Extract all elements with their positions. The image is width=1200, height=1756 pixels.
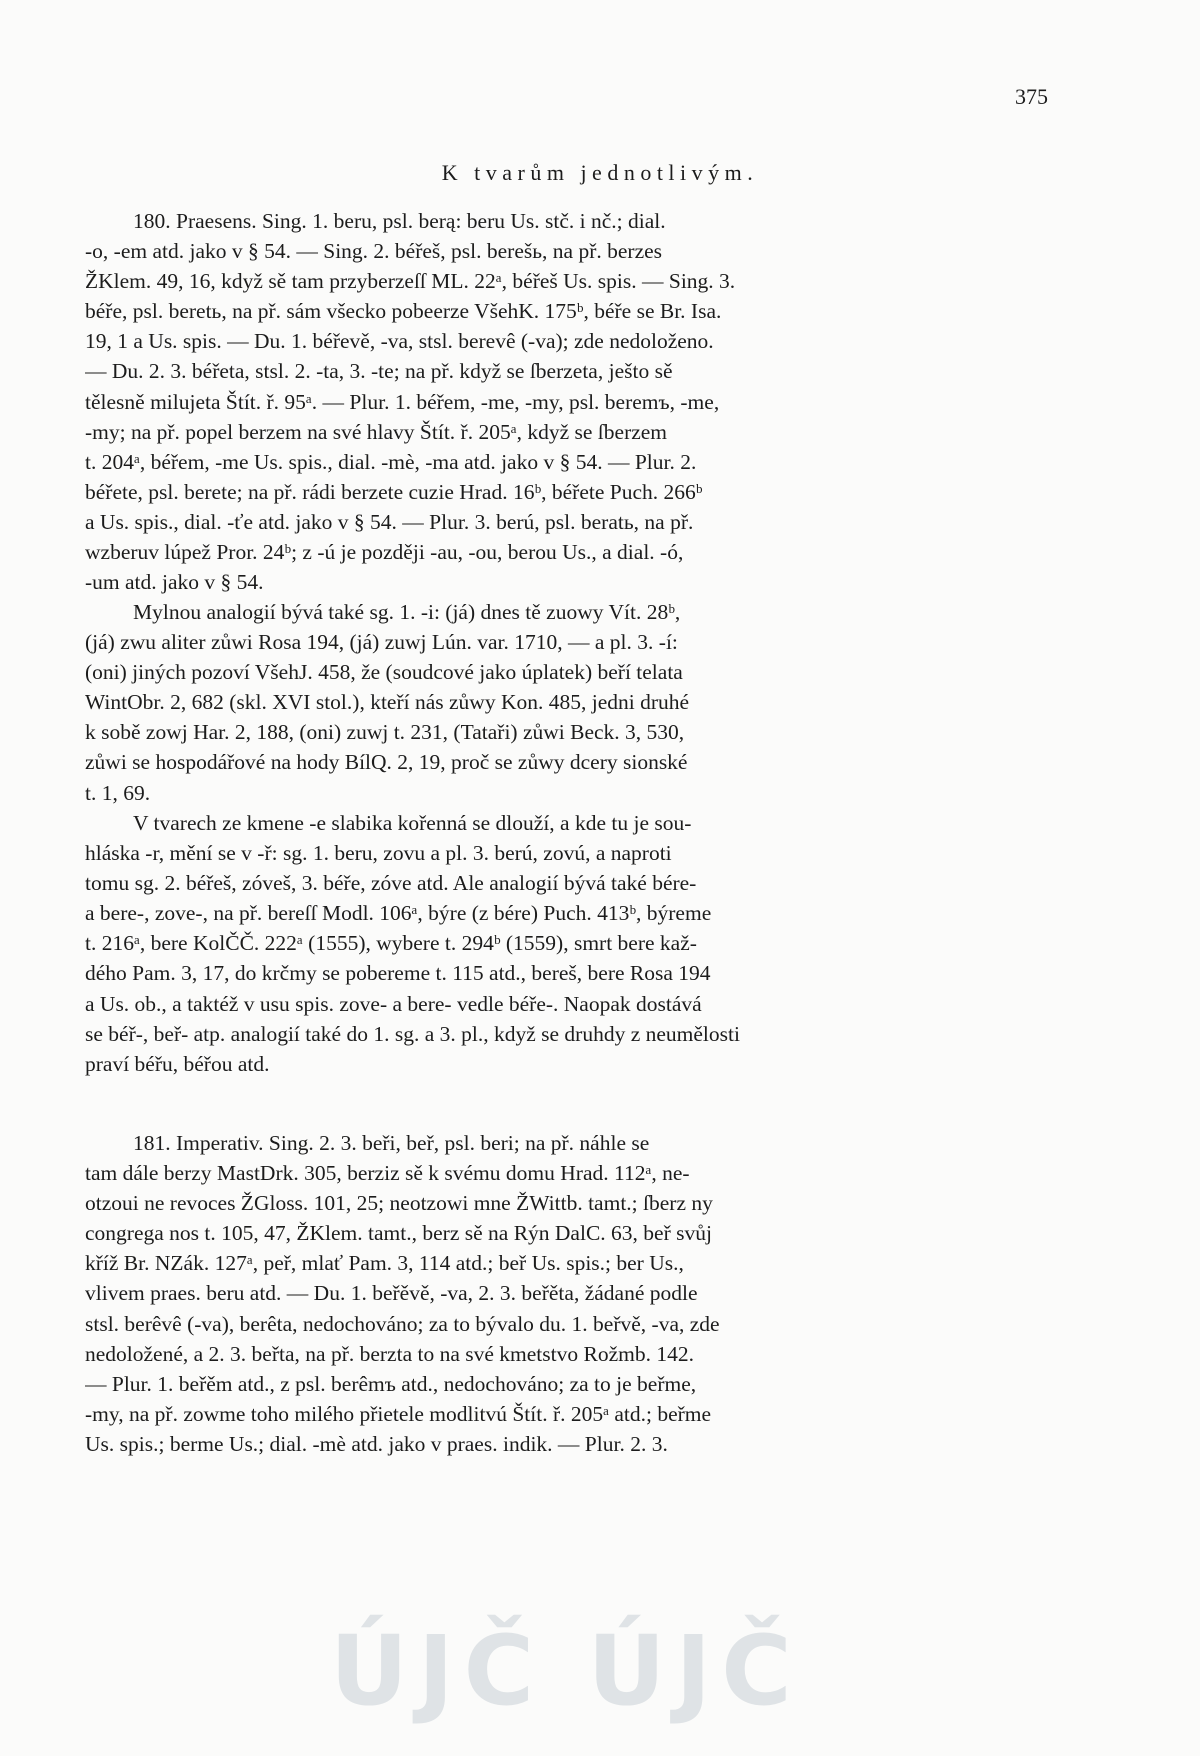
text-line: 181. Imperativ. Sing. 2. 3. beři, beř, psl. beri; na př. náhle se — [133, 1131, 650, 1155]
text-line: (oni) jiných pozoví VšehJ. 458, že (soudcové jako úplatek) beří telata — [85, 660, 683, 685]
text-line: Us. spis.; berme Us.; dial. -mè atd. jako v praes. indik. — Plur. 2. 3. — [85, 1431, 668, 1456]
text-line: — Du. 2. 3. béřeta, stsl. 2. -ta, 3. -te; na př. když se ſberzeta, ješto sě — [85, 359, 673, 384]
text-line: dého Pam. 3, 17, do krčmy se pobereme t. 115 atd., bereš, bere Rosa 194 — [85, 961, 711, 986]
text-line: a bere-, zove-, na př. bereſſ Modl. 106ᵃ, býre (z bére) Puch. 413ᵇ, býreme — [85, 901, 712, 926]
text-line: congrega nos t. 105, 47, ŽKlem. tamt., berz sě na Rýn DalC. 63, beř svůj — [85, 1221, 712, 1246]
text-line: 180. Praesens. Sing. 1. beru, psl. berą: beru Us. stč. i nč.; dial. — [133, 209, 666, 233]
text-line: ŽKlem. 49, 16, když sě tam przyberzeſſ ML. 22ᵃ, béřeš Us. spis. — Sing. 3. — [85, 269, 736, 294]
watermark: ÚJČ ÚJČ — [330, 1615, 802, 1727]
text-line: -o, -em atd. jako v § 54. — Sing. 2. béřeš, psl. berešь, na př. berzes — [85, 239, 663, 264]
text-line: a Us. spis., dial. -ťe atd. jako v § 54. — Plur. 3. berú, psl. beratь, na př. — [85, 509, 694, 534]
text-line: hláska -r, mění se v -ř: sg. 1. beru, zovu a pl. 3. berú, zovú, a naproti — [85, 841, 672, 866]
text-line: (já) zwu aliter zůwi Rosa 194, (já) zuwj Lún. var. 1710, — a pl. 3. -í: — [85, 630, 678, 655]
text-line: a Us. ob., a taktéž v usu spis. zove- a bere- vedle béře-. Naopak dostává — [85, 991, 702, 1016]
text-line: 19, 1 a Us. spis. — Du. 1. béřevě, -va, stsl. berevê (-va); zde nedoloženo. — [85, 329, 714, 354]
text-line: tam dále berzy MastDrk. 305, berziz sě k svému domu Hrad. 112ᵃ, ne- — [85, 1161, 690, 1186]
text-line: -my, na př. zowme toho milého přietele modlitvú Štít. ř. 205ᵃ atd.; beřme — [85, 1401, 712, 1426]
text-line: se béř-, beř- atp. analogií také do 1. sg. a 3. pl., když se druhdy z neumělosti — [85, 1021, 740, 1046]
paragraph-analogy — [85, 597, 1055, 808]
text-line: tomu sg. 2. béřeš, zóveš, 3. béře, zóve atd. Ale analogií bývá také bére- — [85, 871, 697, 896]
text-line: tělesně milujeta Štít. ř. 95ᵃ. — Plur. 1. béřem, -me, -my, psl. beremъ, -me, — [85, 389, 720, 414]
page-number: 375 — [1015, 84, 1048, 109]
text-line: WintObr. 2, 682 (skl. XVI stol.), kteří nás zůwy Kon. 485, jedni druhé — [85, 690, 690, 715]
text-line: nedoložené, a 2. 3. beřta, na př. berzta to na své kmetstvo Rožmb. 142. — [85, 1341, 694, 1366]
text-line: kříž Br. NZák. 127ᵃ, peř, mlať Pam. 3, 114 atd.; beř Us. spis.; ber Us., — [85, 1251, 684, 1276]
text-line: praví béřu, béřou atd. — [85, 1051, 270, 1076]
text-line: t. 204ᵃ, béřem, -me Us. spis., dial. -mè, -ma atd. jako v § 54. — Plur. 2. — [85, 449, 697, 474]
text-line: t. 216ᵃ, bere KolČČ. 222ᵃ (1555), wybere t. 294ᵇ (1559), smrt bere kaž- — [85, 931, 697, 956]
section-181 — [85, 1128, 1055, 1459]
text-line: -my; na př. popel berzem na své hlavy Štít. ř. 205ᵃ, když se ſberzem — [85, 419, 668, 444]
text-line: V tvarech ze kmene -e slabika kořenná se dlouží, a kde tu je sou- — [133, 811, 692, 835]
text-line: stsl. berêvê (-va), berêta, nedochováno; za to bývalo du. 1. beřvě, -va, zde — [85, 1311, 720, 1336]
text-line: -um atd. jako v § 54. — [85, 570, 264, 595]
text-line: wzberuv lúpež Pror. 24ᵇ; z -ú je později -au, -ou, berou Us., a dial. -ó, — [85, 540, 684, 565]
text-line: béřete, psl. berete; na př. rádi berzete cuzie Hrad. 16ᵇ, béřete Puch. 266ᵇ — [85, 479, 703, 504]
text-line: — Plur. 1. beřěm atd., z psl. berêmъ atd., nedochováno; za to je beřme, — [85, 1371, 697, 1396]
text-line: béře, psl. beretь, na př. sám všecko pobeerze VšehK. 175ᵇ, béře se Br. Isa. — [85, 299, 722, 324]
text-line: Mylnou analogií bývá také sg. 1. -i: (já) dnes tě zuowy Vít. 28ᵇ, — [133, 600, 681, 624]
text-line: k sobě zowj Har. 2, 188, (oni) zuwj t. 231, (Tataři) zůwi Beck. 3, 530, — [85, 720, 685, 745]
text-line: vlivem praes. beru atd. — Du. 1. beřěvě, -va, 2. 3. beřěta, žádané podle — [85, 1281, 698, 1306]
text-line: otzoui ne revoces ŽGloss. 101, 25; neotzowi mne ŽWittb. tamt.; ſberz ny — [85, 1191, 713, 1216]
section-heading: K tvarům jednotlivým. — [441, 160, 759, 185]
paragraph-stem — [85, 808, 1055, 1079]
text-line: t. 1, 69. — [85, 780, 151, 805]
section-180 — [85, 206, 1055, 597]
text-line: zůwi se hospodářové na hody BílQ. 2, 19, proč se zůwy dcery sionské — [85, 750, 688, 775]
